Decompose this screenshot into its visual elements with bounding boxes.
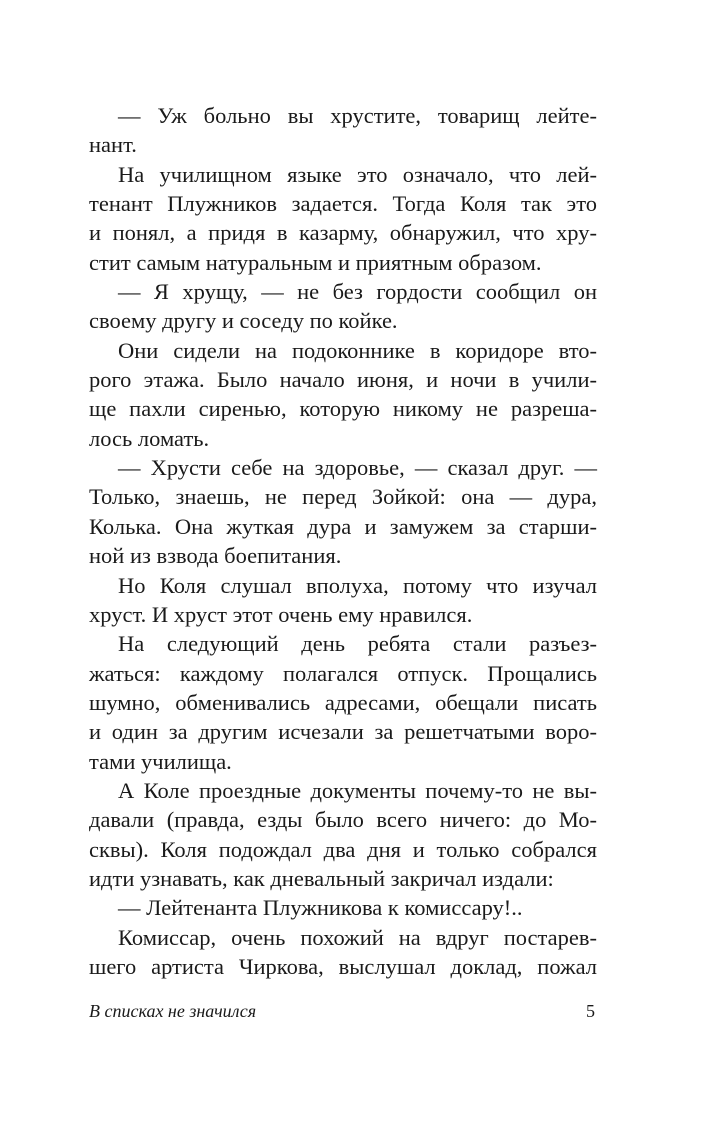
- text-line: сквы). Коля подождал два дня и только собрался: [89, 836, 597, 862]
- page-footer: [89, 999, 597, 1023]
- text-line: хруст. И хруст этот очень ему нравился.: [89, 601, 473, 627]
- text-line: А Коле проездные документы почему-то не вы-: [118, 777, 597, 803]
- text-line: — Я хрущу, — не без гордости сообщил он: [118, 279, 597, 305]
- text-line: стит самым натуральным и приятным образом.: [89, 249, 542, 275]
- running-footer-title: В списках не значился: [89, 1001, 257, 1021]
- text-line: На училищном языке это означало, что лей-: [118, 161, 597, 187]
- text-line: и один за другим исчезали за решетчатыми воро-: [89, 719, 597, 745]
- text-line: шумно, обменивались адресами, обещали писать: [89, 689, 597, 715]
- text-line: нант.: [89, 132, 137, 158]
- text-line: рого этажа. Было начало июня, и ночи в учили-: [89, 367, 597, 393]
- text-line: Только, знаешь, не перед Зойкой: она — дура,: [89, 484, 597, 510]
- text-line: Но Коля слушал вполуха, потому что изучал: [118, 572, 597, 598]
- text-line: своему другу и соседу по койке.: [89, 308, 398, 334]
- text-line: лось ломать.: [89, 425, 210, 451]
- text-line: шего артиста Чиркова, выслушал доклад, пожал: [89, 953, 597, 979]
- text-line: ной из взвода боепитания.: [89, 543, 342, 569]
- text-line: — Лейтенанта Плужникова к комиссару!..: [118, 895, 523, 921]
- text-line: тами училища.: [89, 748, 232, 774]
- text-line: На следующий день ребята стали разъез-: [118, 631, 597, 657]
- text-line: ще пахли сиренью, которую никому не разреша-: [89, 396, 597, 422]
- text-line: давали (правда, езды было всего ничего: до Мо-: [89, 807, 597, 833]
- text-line: тенант Плужников задается. Тогда Коля так это: [89, 191, 597, 217]
- page-body-text: [89, 101, 597, 981]
- text-line: — Уж больно вы хрустите, товарищ лейте-: [118, 103, 597, 128]
- text-line: идти узнавать, как дневальный закричал издали:: [89, 865, 554, 891]
- page-number: 5: [586, 1001, 595, 1021]
- text-line: Они сидели на подоконнике в коридоре вто-: [118, 337, 597, 363]
- text-line: Комиссар, очень похожий на вдруг постарев-: [118, 924, 597, 950]
- text-line: Колька. Она жуткая дура и замужем за старши-: [89, 513, 597, 539]
- text-line: — Хрусти себе на здоровье, — сказал друг. —: [118, 455, 597, 481]
- text-line: жаться: каждому полагался отпуск. Прощались: [89, 660, 597, 686]
- text-line: и понял, а придя в казарму, обнаружил, что хру-: [89, 220, 597, 246]
